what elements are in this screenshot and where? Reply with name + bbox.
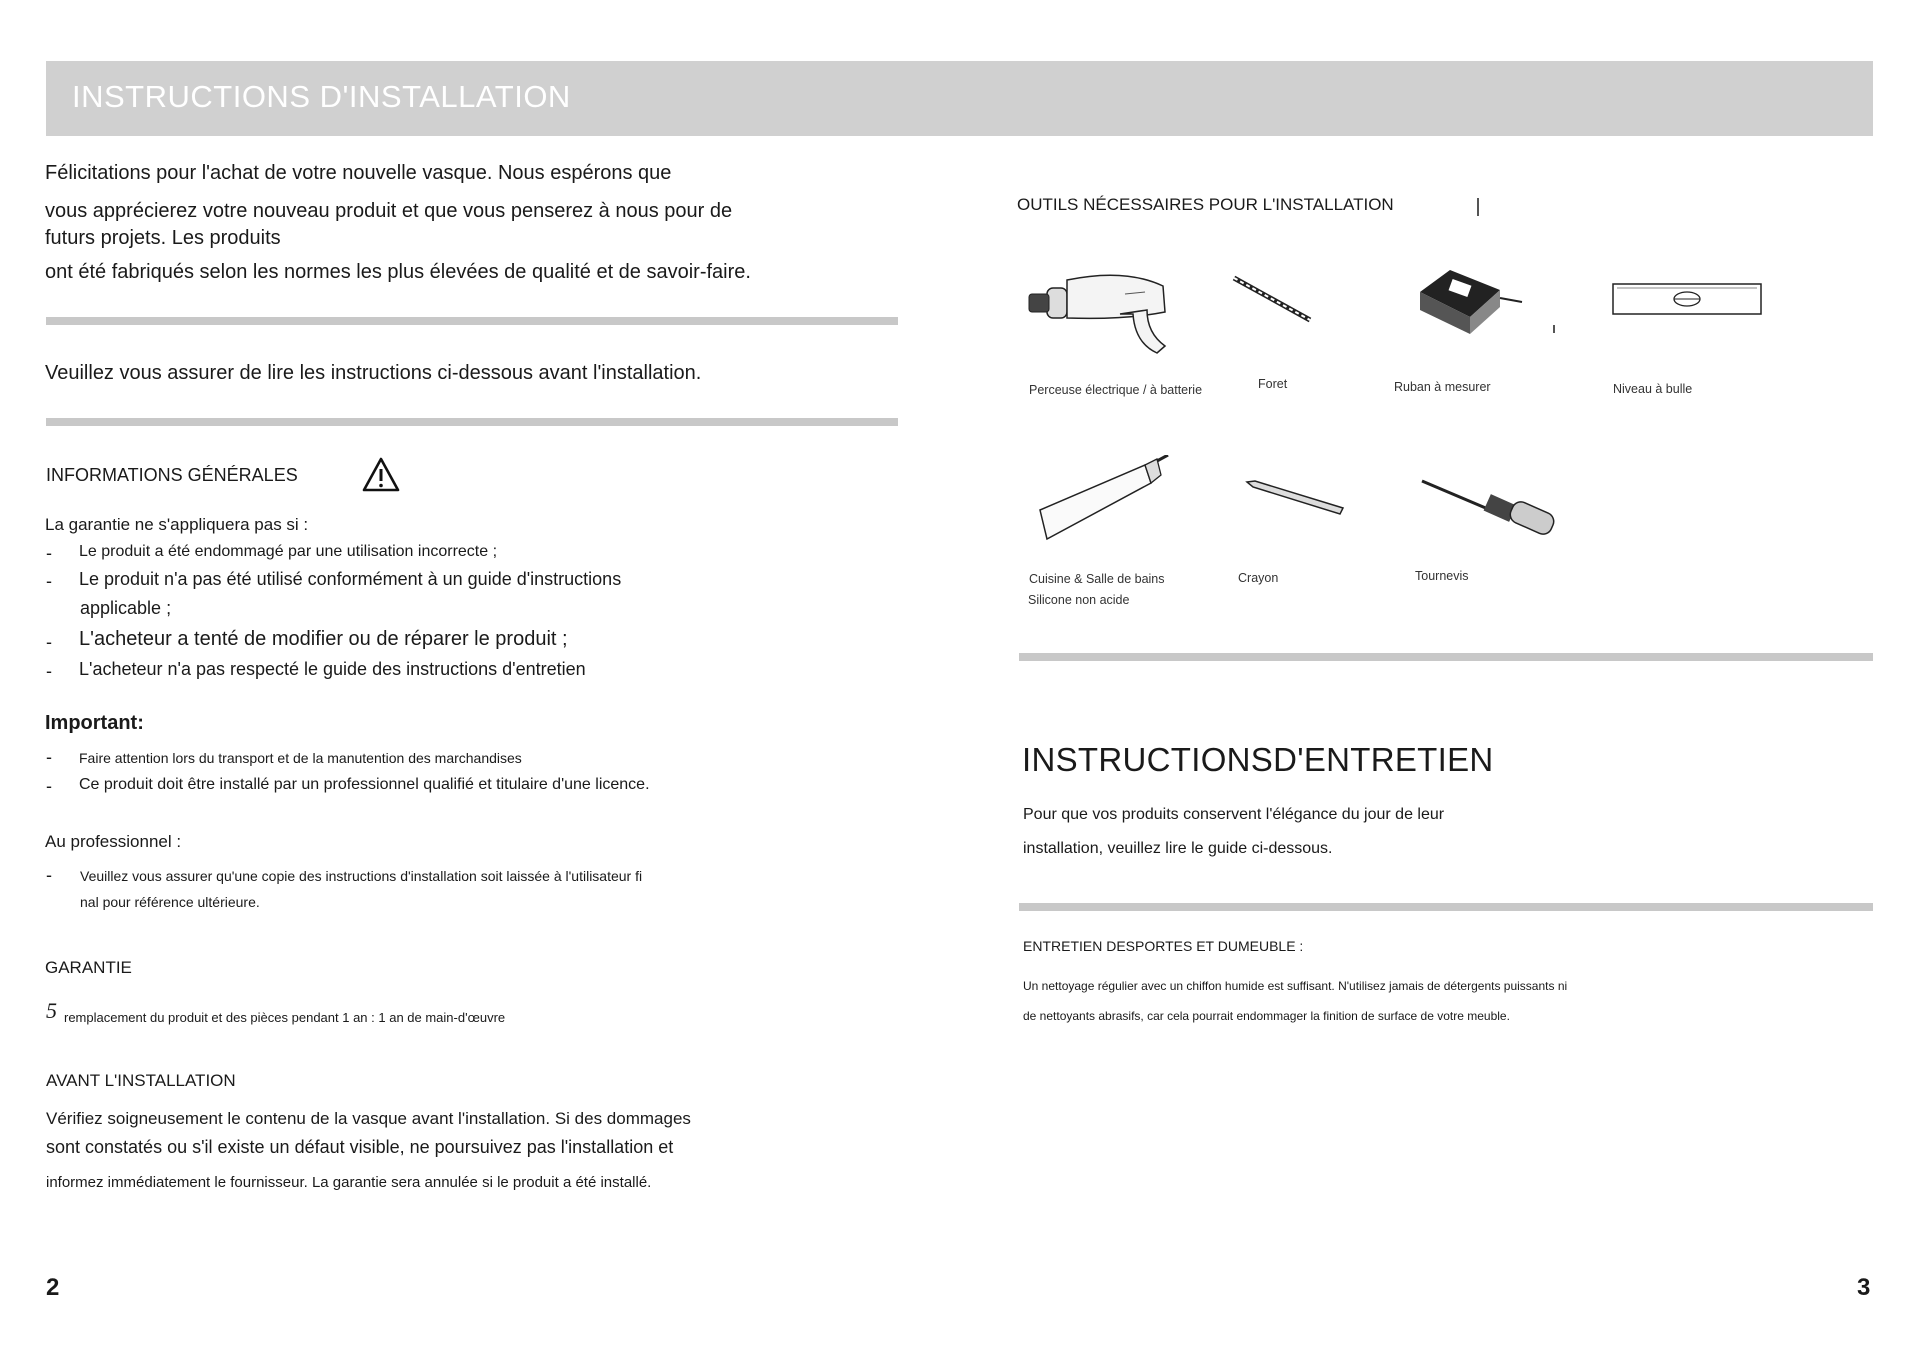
intro-line-1: Félicitations pour l'achat de votre nouvelle vasque. Nous espérons que bbox=[45, 162, 672, 184]
divider-mark bbox=[1477, 198, 1479, 216]
divider bbox=[1019, 903, 1873, 911]
professional-heading: Au professionnel : bbox=[45, 832, 182, 851]
tape-measure-icon bbox=[1410, 262, 1530, 342]
general-info-heading: INFORMATIONS GÉNÉRALES bbox=[46, 465, 298, 485]
tool-label: Ruban à mesurer bbox=[1394, 380, 1491, 394]
list-item: Le produit a été endommagé par une utilisation incorrecte ; bbox=[79, 543, 498, 560]
professional-line-2: nal pour référence ultérieure. bbox=[80, 894, 260, 910]
list-item: Ce produit doit être installé par un professionnel qualifié et titulaire d'une licence. bbox=[79, 776, 650, 793]
pencil-icon bbox=[1245, 478, 1345, 518]
maintenance-line-1: Pour que vos produits conservent l'élégance du jour de leur bbox=[1023, 806, 1445, 823]
page-number-right: 3 bbox=[1857, 1274, 1871, 1301]
guarantee-text: remplacement du produit et des pièces pendant 1 an : 1 an de main-d'œuvre bbox=[64, 1010, 506, 1025]
maintenance-line-2: installation, veuillez lire le guide ci-dessous. bbox=[1023, 840, 1333, 857]
before-install-line-3: informez immédiatement le fournisseur. La garantie sera annulée si le produit a été installé. bbox=[46, 1174, 652, 1191]
doors-line-2: de nettoyants abrasifs, car cela pourrait endommager la finition de surface de votre meuble. bbox=[1023, 1009, 1510, 1023]
tool-label: Perceuse électrique / à batterie bbox=[1029, 383, 1203, 397]
list-item: Le produit n'a pas été utilisé conformément à un guide d'instructions bbox=[79, 569, 622, 589]
doors-heading: ENTRETIEN DESPORTES ET DUMEUBLE : bbox=[1023, 938, 1304, 954]
tool-label: Tournevis bbox=[1415, 569, 1469, 583]
tool-label: Cuisine & Salle de bains bbox=[1029, 572, 1165, 586]
warning-icon bbox=[362, 456, 400, 497]
intro-line-3: futurs projets. Les produits bbox=[45, 227, 281, 249]
before-install-line-1: Vérifiez soigneusement le contenu de la vasque avant l'installation. Si des dommages bbox=[46, 1109, 691, 1128]
tools-heading: OUTILS NÉCESSAIRES POUR L'INSTALLATION bbox=[1017, 195, 1394, 214]
intro-line-2: vous apprécierez votre nouveau produit et que vous penserez à nous pour de bbox=[45, 200, 733, 222]
screwdriver-icon bbox=[1418, 475, 1558, 545]
before-install-heading: AVANT L'INSTALLATION bbox=[46, 1071, 236, 1090]
page-number-left: 2 bbox=[46, 1274, 60, 1301]
divider bbox=[46, 317, 898, 325]
page-title: INSTRUCTIONS D'INSTALLATION bbox=[72, 79, 571, 114]
tool-label-2: Silicone non acide bbox=[1028, 593, 1130, 607]
tool-label: Niveau à bulle bbox=[1613, 382, 1693, 396]
list-item: L'acheteur a tenté de modifier ou de réparer le produit ; bbox=[79, 628, 568, 650]
important-heading: Important: bbox=[45, 712, 144, 734]
maintenance-heading: INSTRUCTIONSD'ENTRETIEN bbox=[1022, 741, 1494, 778]
list-item: L'acheteur n'a pas respecté le guide des instructions d'entretien bbox=[79, 659, 586, 679]
before-install-line-2: sont constatés ou s'il existe un défaut visible, ne poursuivez pas l'installation et bbox=[46, 1137, 674, 1157]
tool-label: Foret bbox=[1258, 377, 1288, 391]
warranty-intro: La garantie ne s'appliquera pas si : bbox=[45, 515, 309, 534]
divider bbox=[46, 418, 898, 426]
header-banner bbox=[46, 61, 1873, 136]
intro-line-4: ont été fabriqués selon les normes les plus élevées de qualité et de savoir-faire. bbox=[45, 261, 751, 283]
guarantee-heading: GARANTIE bbox=[45, 958, 132, 977]
tool-label: Crayon bbox=[1238, 571, 1279, 585]
marker bbox=[1553, 325, 1555, 333]
professional-line-1: Veuillez vous assurer qu'une copie des instructions d'installation soit laissée à l'utilisateur fi bbox=[80, 868, 643, 884]
list-item: Faire attention lors du transport et de la manutention des marchandises bbox=[79, 750, 522, 766]
doors-line-1: Un nettoyage régulier avec un chiffon humide est suffisant. N'utilisez jamais de détergents puissants ni bbox=[1023, 979, 1568, 993]
read-notice: Veuillez vous assurer de lire les instructions ci-dessous avant l'installation. bbox=[45, 362, 702, 384]
divider bbox=[1019, 653, 1873, 661]
drill-icon bbox=[1025, 258, 1175, 358]
silicone-tube-icon bbox=[1035, 455, 1170, 545]
list-item: applicable ; bbox=[80, 598, 172, 618]
drill-bit-icon bbox=[1230, 272, 1315, 327]
guarantee-years: 5 bbox=[46, 998, 57, 1023]
spirit-level-icon bbox=[1611, 280, 1765, 318]
